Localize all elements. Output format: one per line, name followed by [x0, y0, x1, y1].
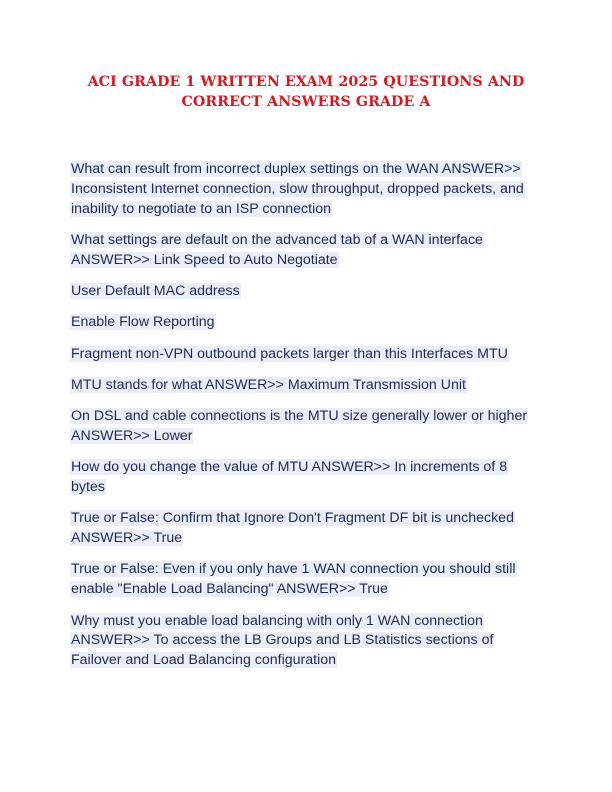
qa-item: Enable Flow Reporting	[71, 314, 215, 331]
qa-item: User Default MAC address	[71, 282, 240, 299]
qa-item: What can result from incorrect duplex settings on the WAN ANSWER>> Inconsistent Internet connection, slow throughput, dropped packets, and inability to negotiate to an ISP connection	[71, 161, 524, 217]
qa-item: MTU stands for what ANSWER>> Maximum Transmission Unit	[71, 376, 466, 393]
qa-item: How do you change the value of MTU ANSWER>> In increments of 8 bytes	[71, 459, 508, 496]
qa-item: What settings are default on the advanced tab of a WAN interface ANSWER>> Link Speed to Auto Negotiate	[71, 231, 483, 268]
title-line-2: CORRECT ANSWERS GRADE A	[181, 94, 431, 110]
qa-item: Fragment non-VPN outbound packets larger than this Interfaces MTU	[71, 345, 508, 362]
title-line-1: ACI GRADE 1 WRITTEN EXAM 2025 QUESTIONS AND	[87, 74, 525, 90]
qa-item: True or False: Confirm that Ignore Don't Fragment DF bit is unchecked ANSWER>> True	[71, 510, 514, 547]
qa-item: True or False: Even if you only have 1 WAN connection you should still enable "Enable Load Balancing" ANSWER>> True	[71, 561, 516, 598]
document-title	[60, 72, 552, 112]
qa-item: On DSL and cable connections is the MTU size generally lower or higher ANSWER>> Lower	[71, 408, 528, 444]
qa-list	[70, 160, 540, 682]
qa-item: Why must you enable load balancing with only 1 WAN connection ANSWER>> To access the LB Groups and LB Statistics sections of Failover and Load Balancing configuration	[71, 612, 494, 669]
